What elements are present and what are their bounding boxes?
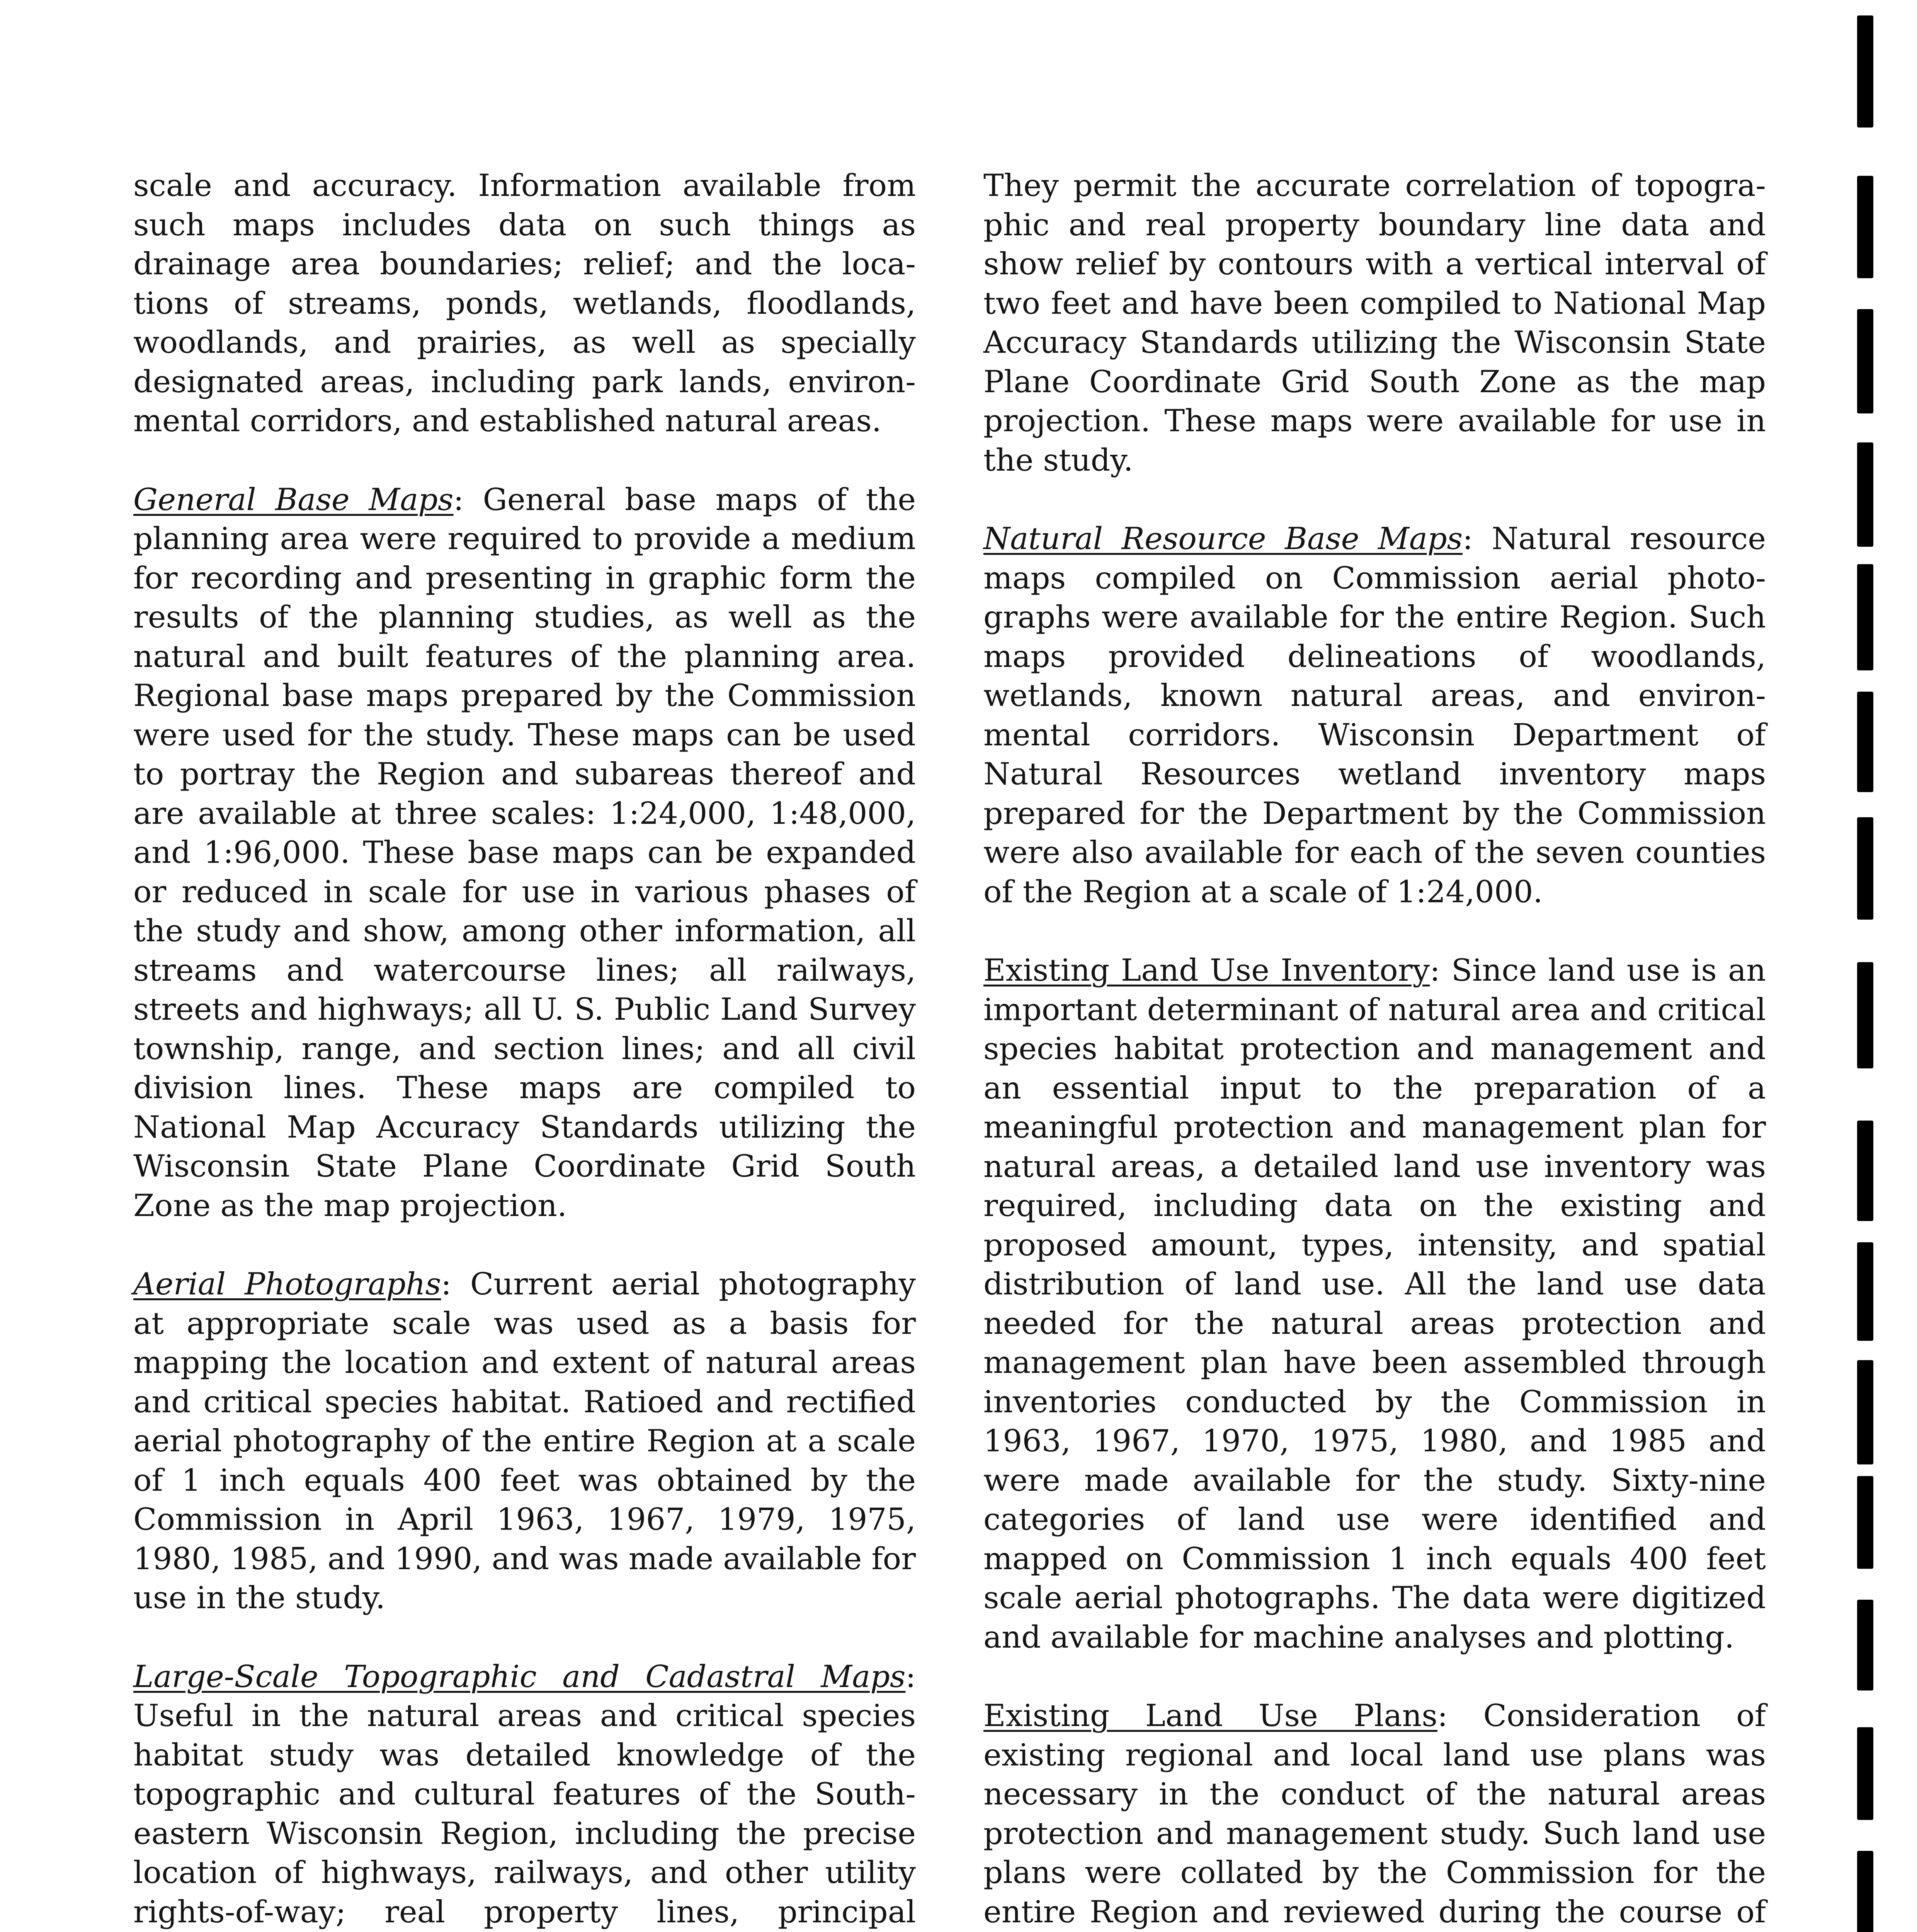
paragraph-text: scale and accuracy. Information available from such maps includes data on such things as drainage area boundaries; relief; and the locations of streams, ponds, wetlands, floodlands, woodlands, and prairies, as well as specially designated areas, including park lands, environmental corridors, and established natural areas. <box>133 168 916 439</box>
edge-mark <box>1857 1727 1873 1820</box>
paragraph-text: : Natural resource maps compiled on Commission aerial photographs were available for the entire Region. Such maps provided delineations of woodlands, wetlands, known natural areas, and environmental corridors. Wisconsin Department of Natural Resources wetland inventory maps prepared for the Department by the Commission were also available for each of the seven counties of the Region at a scale of 1:24,000. <box>983 521 1766 910</box>
paragraph-land-use-plans <box>983 1696 1766 1932</box>
paragraph-text: : Current aerial photography at appropriate scale was used as a basis for mapping the location and extent of natural areas and critical species habitat. Ratioed and rectified aerial photography of the entire Region at a scale of 1 inch equals 400 feet was obtained by the Commission in April 1963, 1967, 1979, 1975, 1980, 1985, and 1990, and was made available for use in the study. <box>133 1266 916 1616</box>
paragraph-general-base-maps <box>133 480 916 1226</box>
edge-mark <box>1857 442 1873 547</box>
section-heading: Aerial Photographs <box>133 1266 441 1302</box>
right-column <box>983 166 1766 1932</box>
edge-mark <box>1857 15 1873 128</box>
section-heading: General Base Maps <box>133 481 454 517</box>
paragraph-text: : Consideration of existing regional and local land use plans was necessary in the conduct of the natural areas protection and management study. Such land use plans were collated by the Commission for the entire Region and reviewed during the course of <box>983 1698 1766 1930</box>
paragraph-text: : Useful in the natural areas and critical species habitat study was detailed knowledge of the topographic and cultural features of the Southeastern Wisconsin Region, including the precise location of highways, railways, and other utility rights-of-way; real property lines, principal <box>133 1658 916 1930</box>
paragraph-large-scale-maps <box>133 1657 916 1932</box>
section-heading: Natural Resource Base Maps <box>983 521 1463 556</box>
edge-mark <box>1857 1121 1873 1221</box>
paragraph-text: : General base maps of the planning area were required to provide a medium for recording and presenting in graphic form the results of the planning studies, as well as the natural and built features of the planning area. Regional base maps prepared by the Commission were used for the study. These maps can be used to portray the Region and subareas thereof and are available at three scales: 1:24,000, 1:48,000, and 1:96,000. These base maps can be expanded or reduced in scale for use in various phases of the study and show, among other information, all streams and watercourse lines; all railways, streets and highways; all U. S. Public Land Survey township, range, and section lines; and all civil division lines. These maps are compiled to National Map Accuracy Standards utilizing the Wisconsin State Plane Coordinate Grid South Zone as the map projection. <box>133 481 916 1223</box>
paragraph-natural-resource-maps <box>983 519 1766 912</box>
edge-mark <box>1857 564 1873 670</box>
paragraph-text: They permit the accurate correlation of topographic and real property boundary line data and show relief by contours with a vertical interval of two feet and have been compiled to National Map Accuracy Standards utilizing the Wisconsin State Plane Coordinate Grid South Zone as the map projection. These maps were available for use in the study. <box>983 168 1766 478</box>
edge-mark <box>1857 1600 1873 1690</box>
paragraph-text: : Since land use is an important determinant of natural area and critical species habitat protection and management and an essential input to the preparation of a meaningful protection and management plan for natural areas, a detailed land use inventory was required, including data on the existing and proposed amount, types, intensity, and spatial distribution of land use. All the land use data needed for the natural areas protection and management plan have been assembled through inventories conducted by the Commission in 1963, 1967, 1970, 1975, 1980, and 1985 and were made available for the study. Sixty-nine categories of land use were identified and mapped on Commission 1 inch equals 400 feet scale aerial photographs. The data were digitized and available for machine analyses and plotting. <box>983 952 1766 1655</box>
section-heading: Existing Land Use Inventory <box>983 952 1430 988</box>
edge-mark <box>1857 1360 1873 1464</box>
edge-mark <box>1857 309 1873 413</box>
edge-mark <box>1857 692 1873 792</box>
section-heading: Large-Scale Topographic and Cadastral Maps <box>133 1658 906 1694</box>
edge-mark <box>1857 1476 1873 1569</box>
edge-mark <box>1857 176 1873 278</box>
section-heading: Existing Land Use Plans <box>983 1698 1437 1733</box>
paragraph-land-use-inventory <box>983 951 1766 1657</box>
edge-mark <box>1857 817 1873 920</box>
edge-mark <box>1857 1242 1873 1341</box>
edge-mark <box>1857 962 1873 1068</box>
paragraph-topographic-correlation <box>983 166 1766 480</box>
paragraph-aerial-photographs <box>133 1265 916 1618</box>
left-column <box>133 166 916 1932</box>
paragraph-scale-accuracy <box>133 166 916 441</box>
edge-mark <box>1857 1851 1873 1932</box>
